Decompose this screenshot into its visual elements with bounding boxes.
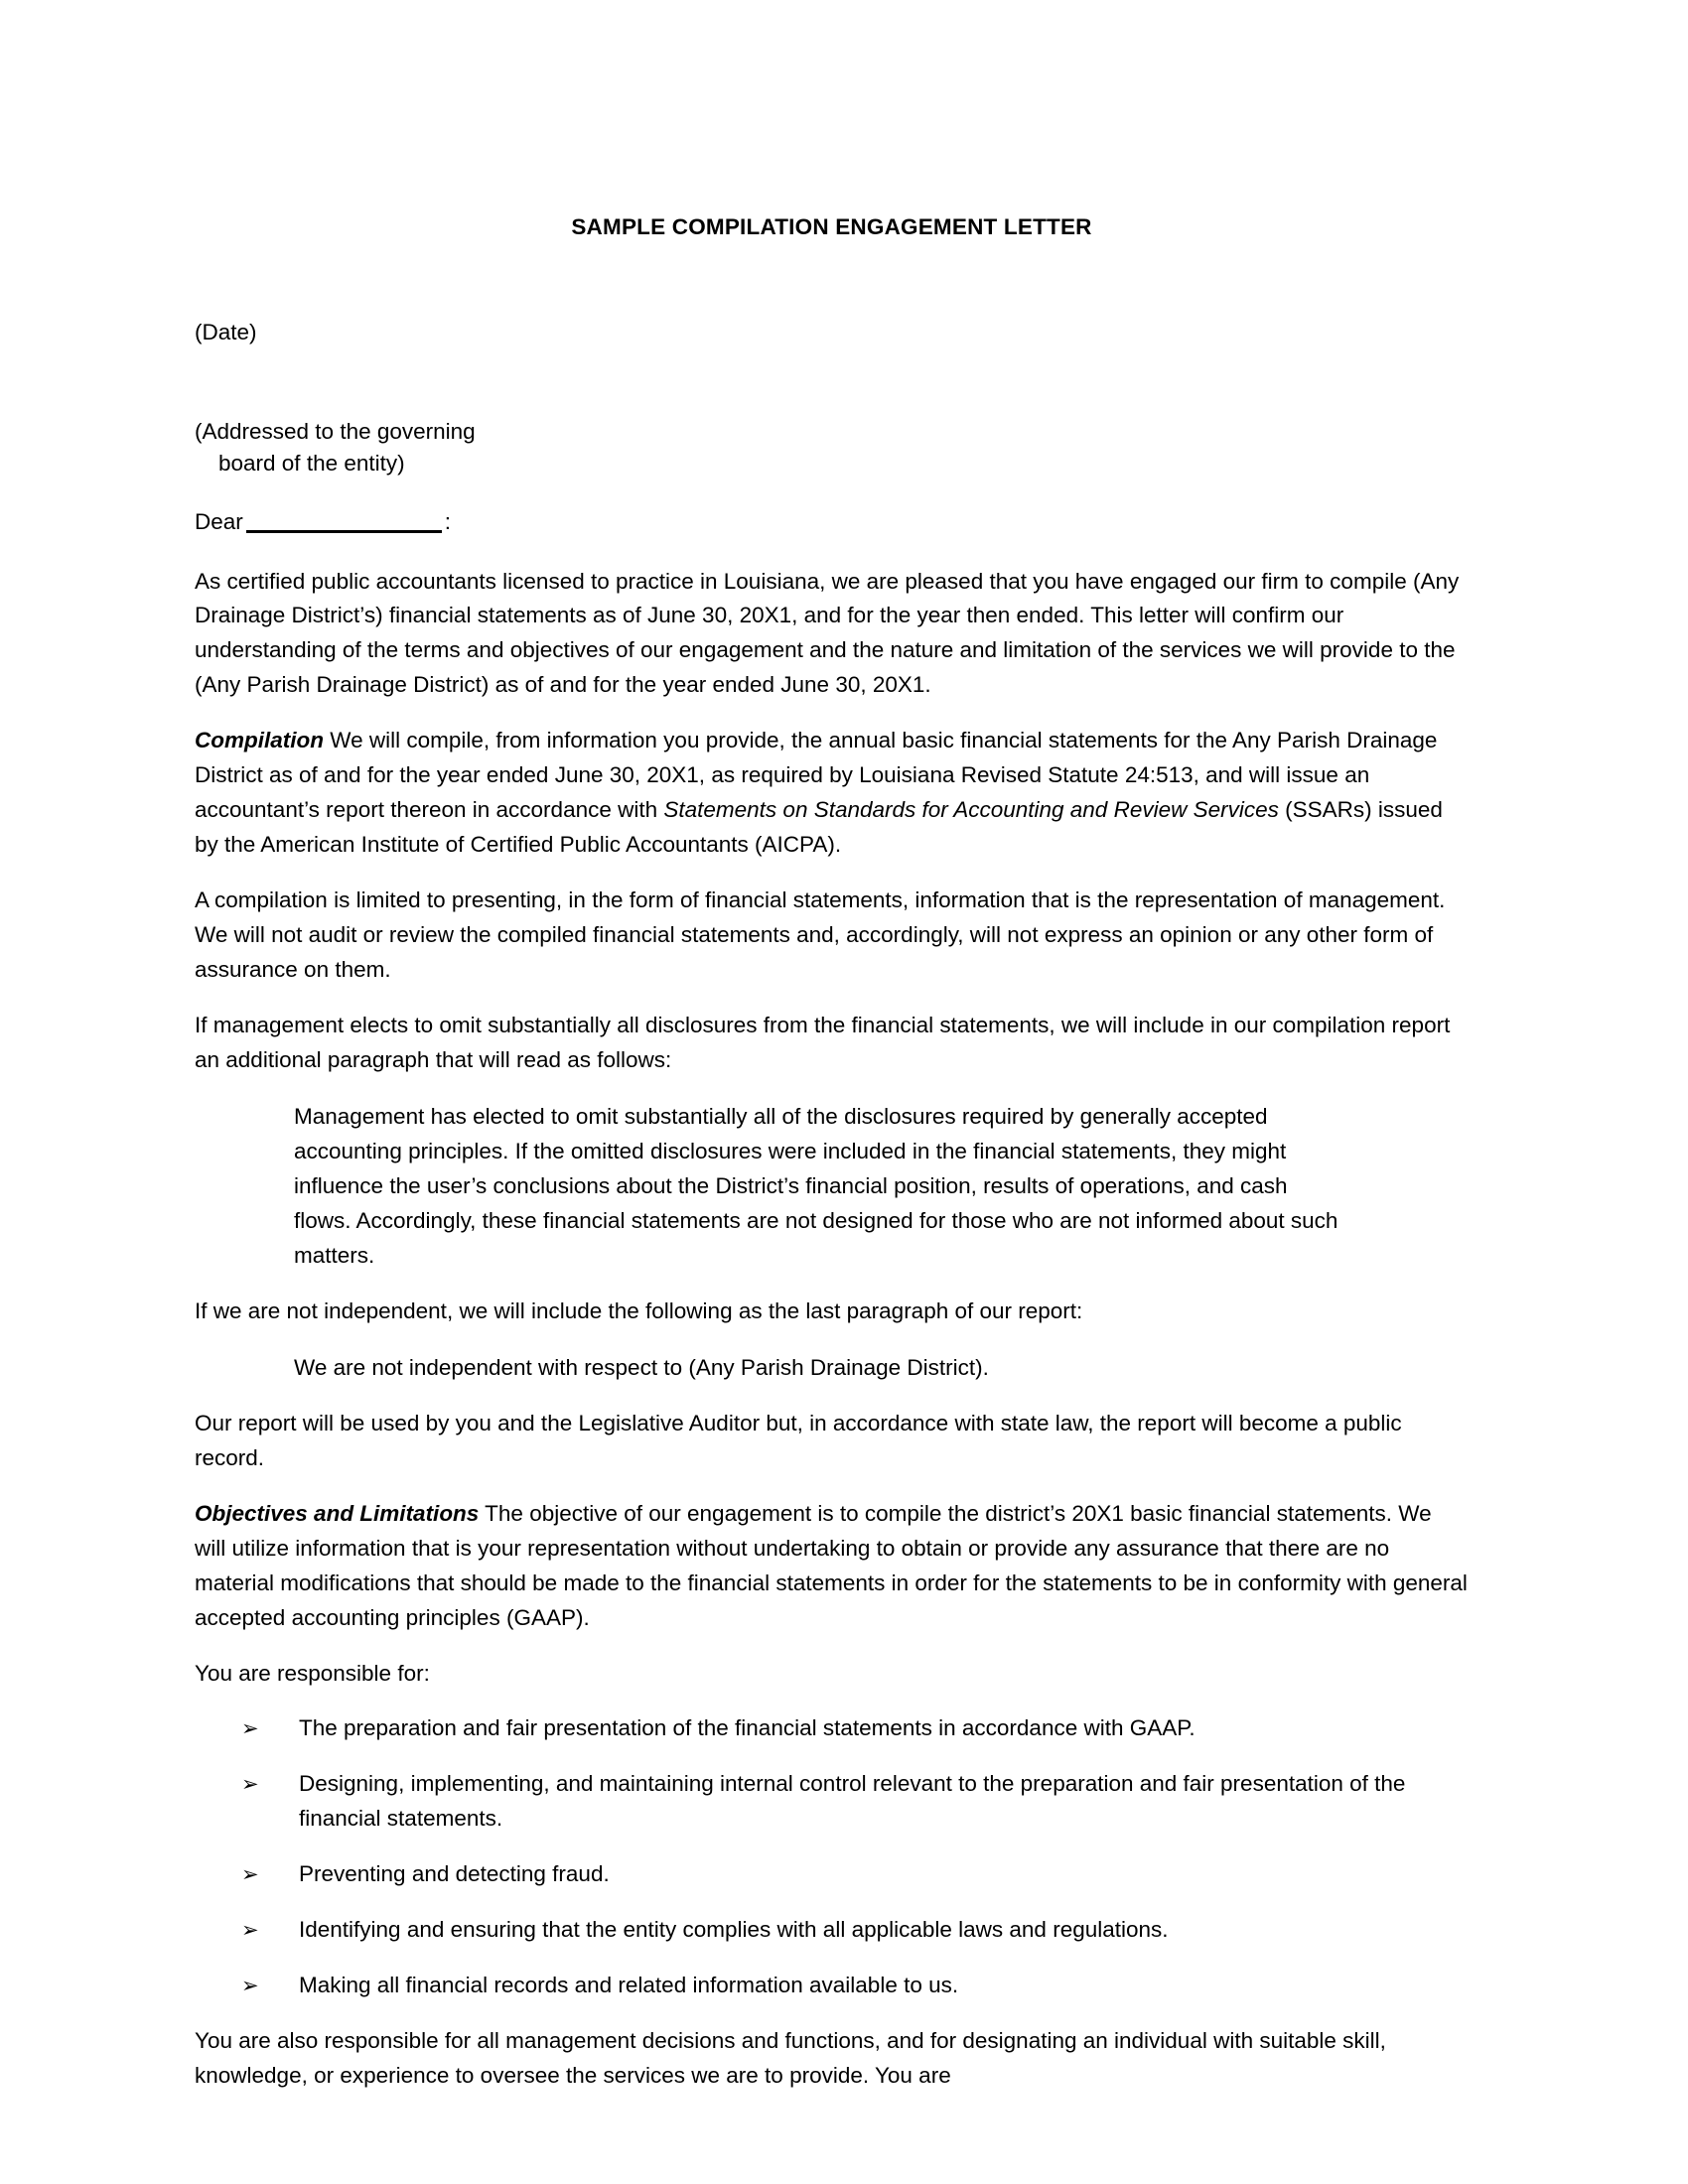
paragraph-compilation bbox=[195, 703, 1469, 863]
paragraph-public-record: Our report will be used by you and the Legislative Auditor but, in accordance with state law, the report will become a public record. bbox=[195, 1411, 1402, 1471]
heading-compilation: Compilation bbox=[195, 728, 324, 753]
addressee-line-1: (Addressed to the governing bbox=[195, 418, 476, 444]
document-content bbox=[195, 0, 1469, 2094]
objectives-body-text: The objective of our engagement is to compile the district’s 20X1 basic financial statements. We will utilize information that is your representation without undertaking to obtain or provide any assurance that there are no material modifications that should be made to the financial statements in order for the statements to be in conformity with general accepted accounting principles (GAAP). bbox=[195, 1501, 1468, 1631]
list-item-text: Designing, implementing, and maintaining internal control relevant to the preparation and fair presentation of the financial statements. bbox=[299, 1771, 1406, 1832]
paragraph-compilation-limited: A compilation is limited to presenting, in the form of financial statements, information that is the representation of management. We will not audit or review the compiled financial statements and, accordingly, will not express an opinion or any other form of assurance on them. bbox=[195, 887, 1446, 983]
salutation-colon: : bbox=[444, 508, 452, 534]
paragraph-omit-disclosures-intro: If management elects to omit substantially all disclosures from the financial statements, we will include in our compilation report an additional paragraph that will read as follows: bbox=[195, 1013, 1451, 1073]
blockquote-not-independent: We are not independent with respect to (Any Parish Drainage District). bbox=[294, 1355, 989, 1381]
list-item-text: Preventing and detecting fraud. bbox=[299, 1861, 610, 1887]
salutation-blank-field[interactable] bbox=[246, 529, 442, 533]
compilation-text-part-2: (SSARs) issued by the American Institute of Certified Public Accountants (AICPA). bbox=[195, 797, 1443, 858]
list-item bbox=[195, 1711, 1469, 1746]
heading-objectives-and-limitations: Objectives and Limitations bbox=[195, 1501, 480, 1527]
paragraph-intro: As certified public accountants licensed to practice in Louisiana, we are pleased that you have engaged our firm to compile (Any Drainage District’s) financial statements as of June 30, 20X1, and for the year then ended. This letter will confirm our understanding of the terms and objectives of our engagement and the nature and limitation of the services we will provide to the (Any Parish Drainage District) as of and for the year ended June 30, 20X1. bbox=[195, 568, 1460, 698]
addressee-line-2: board of the entity) bbox=[218, 451, 405, 477]
paragraph-objectives-limitations bbox=[195, 1476, 1469, 1636]
list-item bbox=[195, 1969, 1469, 2003]
ssars-title-italic: Statements on Standards for Accounting and Review Services bbox=[663, 797, 1279, 823]
page-title: SAMPLE COMPILATION ENGAGEMENT LETTER bbox=[571, 214, 1092, 239]
addressee-block bbox=[195, 349, 1469, 480]
list-item bbox=[195, 1857, 1469, 1892]
list-item-text: Making all financial records and related information available to us. bbox=[299, 1973, 959, 1997]
arrowhead-bullet-icon: ➢ bbox=[241, 1862, 259, 1887]
paragraph-independence-intro: If we are not independent, we will include the following as the last paragraph of our report: bbox=[195, 1298, 1083, 1324]
arrowhead-bullet-icon: ➢ bbox=[241, 1772, 259, 1797]
arrowhead-bullet-icon: ➢ bbox=[241, 1918, 259, 1943]
paragraph-responsibilities-lead: You are responsible for: bbox=[195, 1661, 430, 1687]
list-item bbox=[195, 1767, 1469, 1837]
responsibilities-list bbox=[195, 1692, 1469, 2003]
date-placeholder: (Date) bbox=[195, 320, 257, 344]
arrowhead-bullet-icon: ➢ bbox=[241, 1716, 259, 1741]
salutation-line bbox=[195, 480, 1469, 539]
paragraph-also-responsible: You are also responsible for all management decisions and functions, and for designating an individual with suitable skill, knowledge, or experience to oversee the services we are to provide. You are bbox=[195, 2027, 1386, 2088]
compilation-text-part-1: We will compile, from information you provide, the annual basic financial statements for the Any Parish Drainage District as of and for the year ended June 30, 20X1, as required by Louisiana Revised Statute 24:513, and will issue an accountant’s report thereon in accordance with bbox=[195, 728, 1438, 823]
salutation-label: Dear bbox=[195, 508, 243, 534]
list-item-text: The preparation and fair presentation of the financial statements in accordance with GAAP. bbox=[299, 1715, 1196, 1741]
list-item bbox=[195, 1913, 1469, 1948]
blockquote-omit-disclosures: Management has elected to omit substantially all of the disclosures required by generally accepted accounting principles. If the omitted disclosures were included in the financial statements, they might influence the user’s conclusions about the District’s financial position, results of operations, and cash flows. Accordingly, these financial statements are not designed for those who are not informed about such matters. bbox=[294, 1104, 1338, 1269]
arrowhead-bullet-icon: ➢ bbox=[241, 1974, 259, 1997]
list-item-text: Identifying and ensuring that the entity complies with all applicable laws and regulations. bbox=[299, 1917, 1169, 1943]
